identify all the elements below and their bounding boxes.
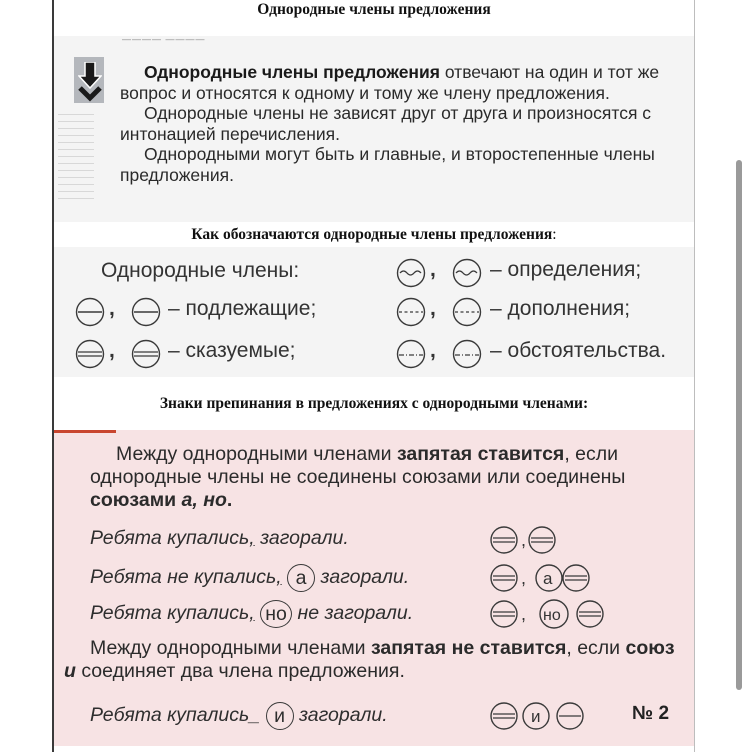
example-2: Ребята не купались, а загорали. — [90, 564, 409, 592]
legend-comma: , — [109, 339, 115, 362]
conj-circle-no: но — [260, 600, 292, 628]
legend-comma: , — [109, 297, 115, 320]
adverbial-symbol-icon — [395, 338, 495, 370]
legend-predicates: – сказуемые; — [168, 339, 296, 362]
legend-comma: , — [430, 297, 436, 320]
legend-objects: – дополнения; — [490, 297, 631, 320]
down-arrow-icon — [78, 62, 102, 102]
example-4: Ребята купались_ и загорали. — [90, 702, 388, 730]
scheme-conj-a: а — [543, 569, 553, 588]
rule-comma-required: Между однородными членами запятая ставится, если однородные члены не соединены союзами или соединены союзами а, но. — [90, 443, 626, 511]
object-symbol-icon — [395, 296, 495, 328]
scheme-comma: , — [521, 568, 527, 588]
subject-symbol-icon — [74, 296, 174, 328]
decorative-dashes: ———— ———— — [122, 34, 206, 44]
scheme-comma: , — [521, 604, 527, 624]
legend-adverbials: – обстоятельства. — [490, 339, 667, 362]
example-4-scheme — [490, 701, 610, 731]
definition-line-2: Однородные члены не зависят друг от друга и произносятся с интонацией перечисления. — [120, 103, 652, 144]
predicate-symbol-icon — [74, 338, 174, 370]
red-accent-line — [54, 430, 116, 433]
scheme-conj-no: но — [543, 607, 561, 624]
conj-circle-a: а — [287, 564, 315, 592]
definition-line-3: Однородными могут быть и главные, и второстепенные члены предложения. — [120, 144, 655, 185]
conj-circle-i: и — [266, 702, 294, 730]
example-3: Ребята купались, но не загорали. — [90, 600, 413, 628]
attribute-symbol-icon — [395, 257, 495, 289]
right-border — [694, 0, 695, 752]
definition-text: Однородные члены предложения отвечают на один и тот же вопрос и относятся к одному и тому же члену предложения. Однородные члены не зависят друг от друга и произносятся с интонацией перечисления. Однородными могут быть и главные, и второстепенные члены предложения. — [120, 62, 680, 185]
example-2-scheme — [490, 563, 610, 593]
punctuation-heading: Знаки препинания в предложениях с однородными членами: — [159, 395, 589, 412]
definition-term: Однородные члены предложения — [144, 62, 440, 82]
legend-attributes: – определения; — [490, 258, 642, 281]
legend-comma: , — [430, 339, 436, 362]
ruled-lines — [58, 108, 94, 200]
legend-comma: , — [430, 258, 436, 281]
legend-heading: Как обозначаются однородные члены предложения: — [191, 226, 557, 243]
example-1: Ребята купались, загорали. — [90, 527, 349, 549]
legend-subjects: – подлежащие; — [168, 297, 317, 320]
example-1-scheme — [490, 525, 580, 555]
scrollbar[interactable] — [736, 160, 742, 690]
scheme-conj-i: и — [531, 707, 541, 726]
rule-comma-not-required: Между однородными членами запятая не ставится, если союз и соединяет два члена предложения. — [64, 637, 675, 682]
example-3-scheme — [490, 599, 620, 629]
scheme-comma: , — [521, 530, 527, 550]
exercise-number: № 2 — [632, 703, 670, 724]
page-title: Однородные члены предложения — [257, 1, 491, 18]
legend-intro: Однородные члены: — [101, 259, 300, 282]
